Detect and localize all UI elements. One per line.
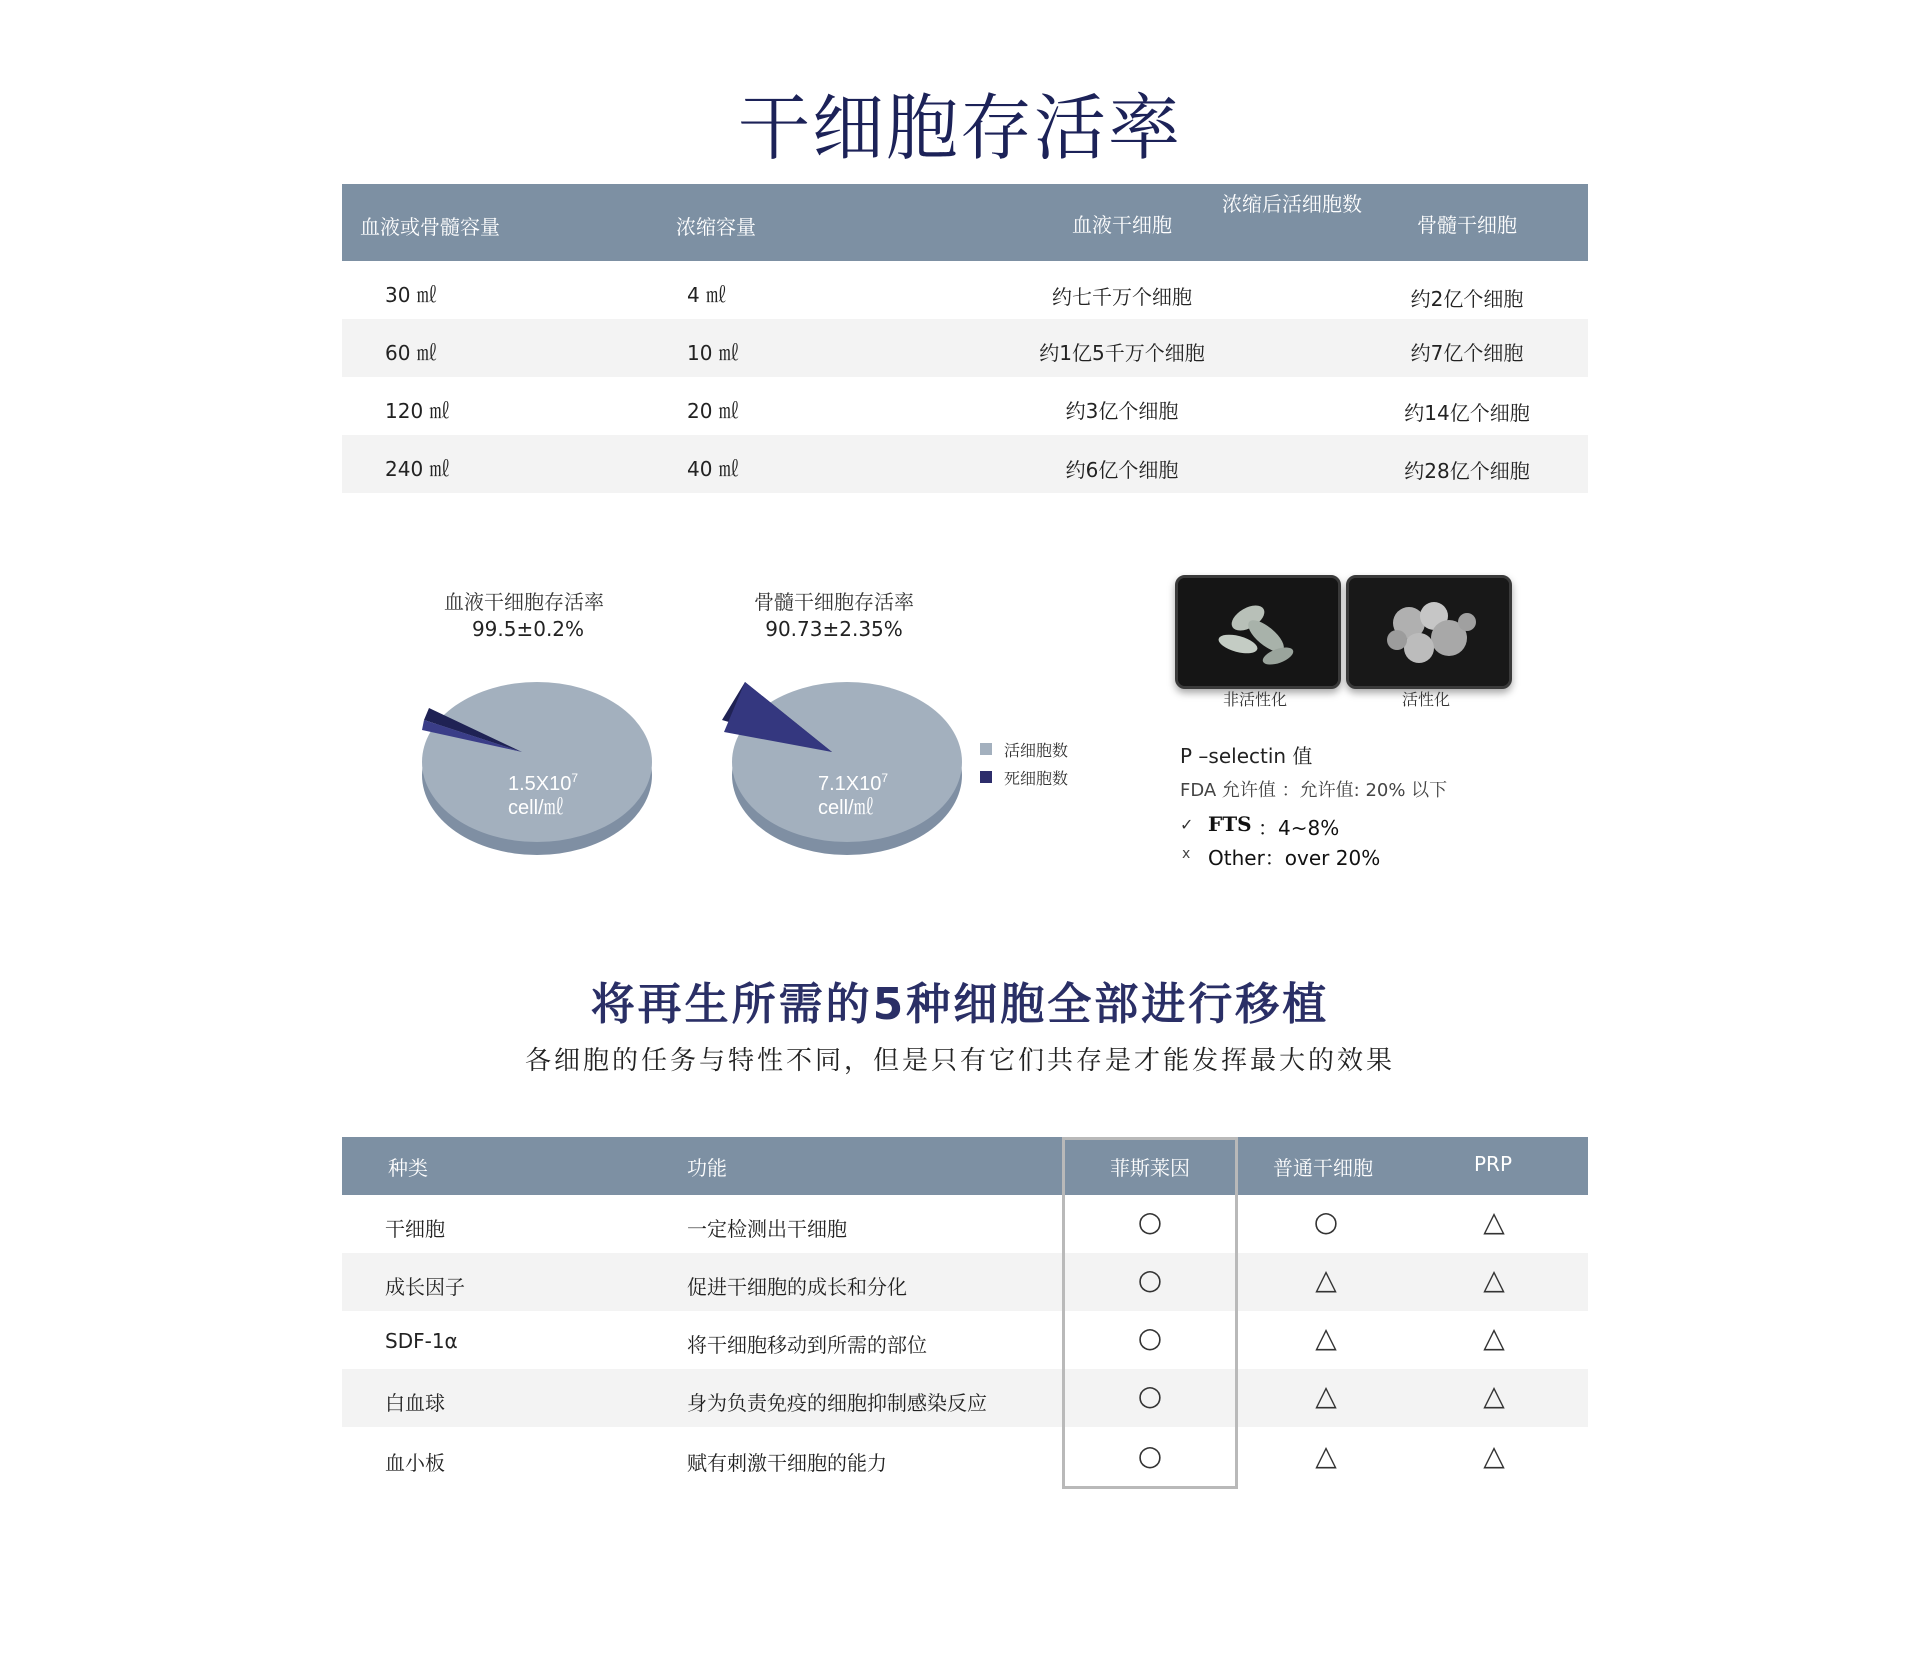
cell-concentrated: 4 ㎖	[687, 283, 727, 307]
table2-header	[342, 1137, 1588, 1195]
table1-header	[342, 184, 1588, 261]
table-row	[342, 261, 1588, 319]
cell-volume: 60 ㎖	[385, 341, 437, 365]
pie1-center-base: 1.5X10	[508, 773, 572, 795]
table-row	[342, 1311, 1588, 1369]
legend-live-label: 活细胞数	[1004, 741, 1069, 760]
cell-volume: 240 ㎖	[385, 457, 450, 481]
cell-function: 促进干细胞的成长和分化	[687, 1275, 907, 1299]
table-row	[342, 377, 1588, 435]
table-row	[342, 1427, 1588, 1489]
cell-type: 干细胞	[385, 1217, 445, 1241]
cell-blood-stem: 约3亿个细胞	[1065, 399, 1179, 423]
cell-function: 一定检测出干细胞	[687, 1217, 847, 1241]
cell-marrow-stem: 约28亿个细胞	[1404, 459, 1530, 483]
circle-icon: ○	[1137, 1439, 1163, 1472]
header-col2: 普通干细胞	[1273, 1156, 1373, 1180]
cell-concentrated: 20 ㎖	[687, 399, 739, 423]
table-row	[342, 319, 1588, 377]
table-row	[342, 435, 1588, 493]
active-label: 活性化	[1401, 690, 1450, 709]
circle-icon: ○	[1137, 1379, 1163, 1412]
cell-type: 成长因子	[385, 1275, 465, 1299]
page-title: 干细胞存活率	[737, 86, 1182, 170]
pie2-subtitle: 90.73±2.35%	[765, 617, 903, 641]
fts-value: ：4~8%	[1258, 816, 1340, 840]
pie2-center-unit: cell/㎖	[818, 797, 874, 819]
pie2-center-base: 7.1X10	[818, 773, 882, 795]
cell-blood-stem: 约七千万个细胞	[1052, 285, 1192, 309]
cell-type: SDF-1α	[385, 1329, 458, 1353]
active-cell-image	[1346, 575, 1512, 689]
table-row	[342, 1195, 1588, 1253]
cross-icon: x	[1182, 846, 1191, 862]
fts-name: FTS	[1208, 812, 1252, 836]
pie1-center-main	[508, 771, 578, 795]
cell-volume: 120 ㎖	[385, 399, 450, 423]
triangle-icon: △	[1483, 1205, 1505, 1238]
legend-live-swatch	[980, 743, 992, 755]
cell-marrow-stem: 约14亿个细胞	[1404, 401, 1530, 425]
pie2-title: 骨髓干细胞存活率	[754, 590, 914, 614]
header-volume: 血液或骨髓容量	[360, 215, 500, 239]
header-concentrated: 浓缩容量	[676, 215, 756, 239]
cell-marrow-stem: 约2亿个细胞	[1410, 287, 1524, 311]
inactive-cell-graphic	[1178, 578, 1338, 686]
legend-dead-swatch	[980, 771, 992, 783]
header-col3: PRP	[1473, 1152, 1513, 1176]
header-group: 浓缩后活细胞数	[1222, 192, 1362, 216]
cell-volume: 30 ㎖	[385, 283, 437, 307]
pie-chart-marrow	[710, 660, 990, 870]
cell-concentrated: 40 ㎖	[687, 457, 739, 481]
cell-type: 血小板	[385, 1451, 445, 1475]
section-subheading: 各细胞的任务与特性不同，但是只有它们共存是才能发挥最大的效果	[524, 1046, 1395, 1076]
circle-icon: ○	[1137, 1263, 1163, 1296]
header-col1: 菲斯莱因	[1110, 1156, 1190, 1180]
triangle-icon: △	[1483, 1321, 1505, 1354]
circle-icon: ○	[1137, 1321, 1163, 1354]
header-type: 种类	[388, 1156, 428, 1180]
triangle-icon: △	[1483, 1439, 1505, 1472]
header-marrow-stem: 骨髓干细胞	[1417, 213, 1517, 237]
header-blood-stem: 血液干细胞	[1072, 213, 1172, 237]
pie-chart-blood	[400, 660, 680, 870]
pie1-center-exp: 7	[571, 771, 579, 785]
triangle-icon: △	[1483, 1379, 1505, 1412]
circle-icon: ○	[1137, 1205, 1163, 1238]
inactive-cell-image	[1175, 575, 1341, 689]
cell-function: 将干细胞移动到所需的部位	[687, 1333, 927, 1357]
inactive-label: 非活性化	[1222, 690, 1287, 709]
cell-type: 白血球	[385, 1391, 445, 1415]
other-text: Other：over 20%	[1208, 846, 1381, 870]
pie2-center-main	[818, 771, 888, 795]
triangle-icon: △	[1315, 1321, 1337, 1354]
product-column-highlight	[1062, 1137, 1238, 1489]
table-row	[342, 1253, 1588, 1311]
pie2-center-exp: 7	[881, 771, 889, 785]
active-cell-graphic	[1349, 578, 1509, 686]
pie1-subtitle: 99.5±0.2%	[471, 617, 585, 641]
pselectin-title: P –selectin 值	[1180, 744, 1313, 768]
cell-blood-stem: 约6亿个细胞	[1065, 458, 1179, 482]
pie1-center-unit: cell/㎖	[508, 797, 564, 819]
circle-icon: ○	[1313, 1205, 1339, 1238]
header-function: 功能	[687, 1156, 727, 1180]
cell-concentrated: 10 ㎖	[687, 341, 739, 365]
pie1-title: 血液干细胞存活率	[444, 590, 604, 614]
check-icon: ✓	[1180, 815, 1194, 834]
triangle-icon: △	[1315, 1379, 1337, 1412]
cell-blood-stem: 约1亿5千万个细胞	[1039, 341, 1205, 365]
table-row	[342, 1369, 1588, 1427]
section-heading: 将再生所需的5种细胞全部进行移植	[590, 979, 1330, 1030]
pselectin-fda: FDA 允许值 ：允许值: 20% 以下	[1180, 780, 1448, 801]
triangle-icon: △	[1483, 1263, 1505, 1296]
cell-function: 赋有刺激干细胞的能力	[687, 1451, 887, 1475]
legend-dead-label: 死细胞数	[1004, 769, 1069, 788]
triangle-icon: △	[1315, 1439, 1337, 1472]
cell-marrow-stem: 约7亿个细胞	[1410, 341, 1524, 365]
triangle-icon: △	[1315, 1263, 1337, 1296]
cell-function: 身为负责免疫的细胞抑制感染反应	[687, 1391, 987, 1415]
